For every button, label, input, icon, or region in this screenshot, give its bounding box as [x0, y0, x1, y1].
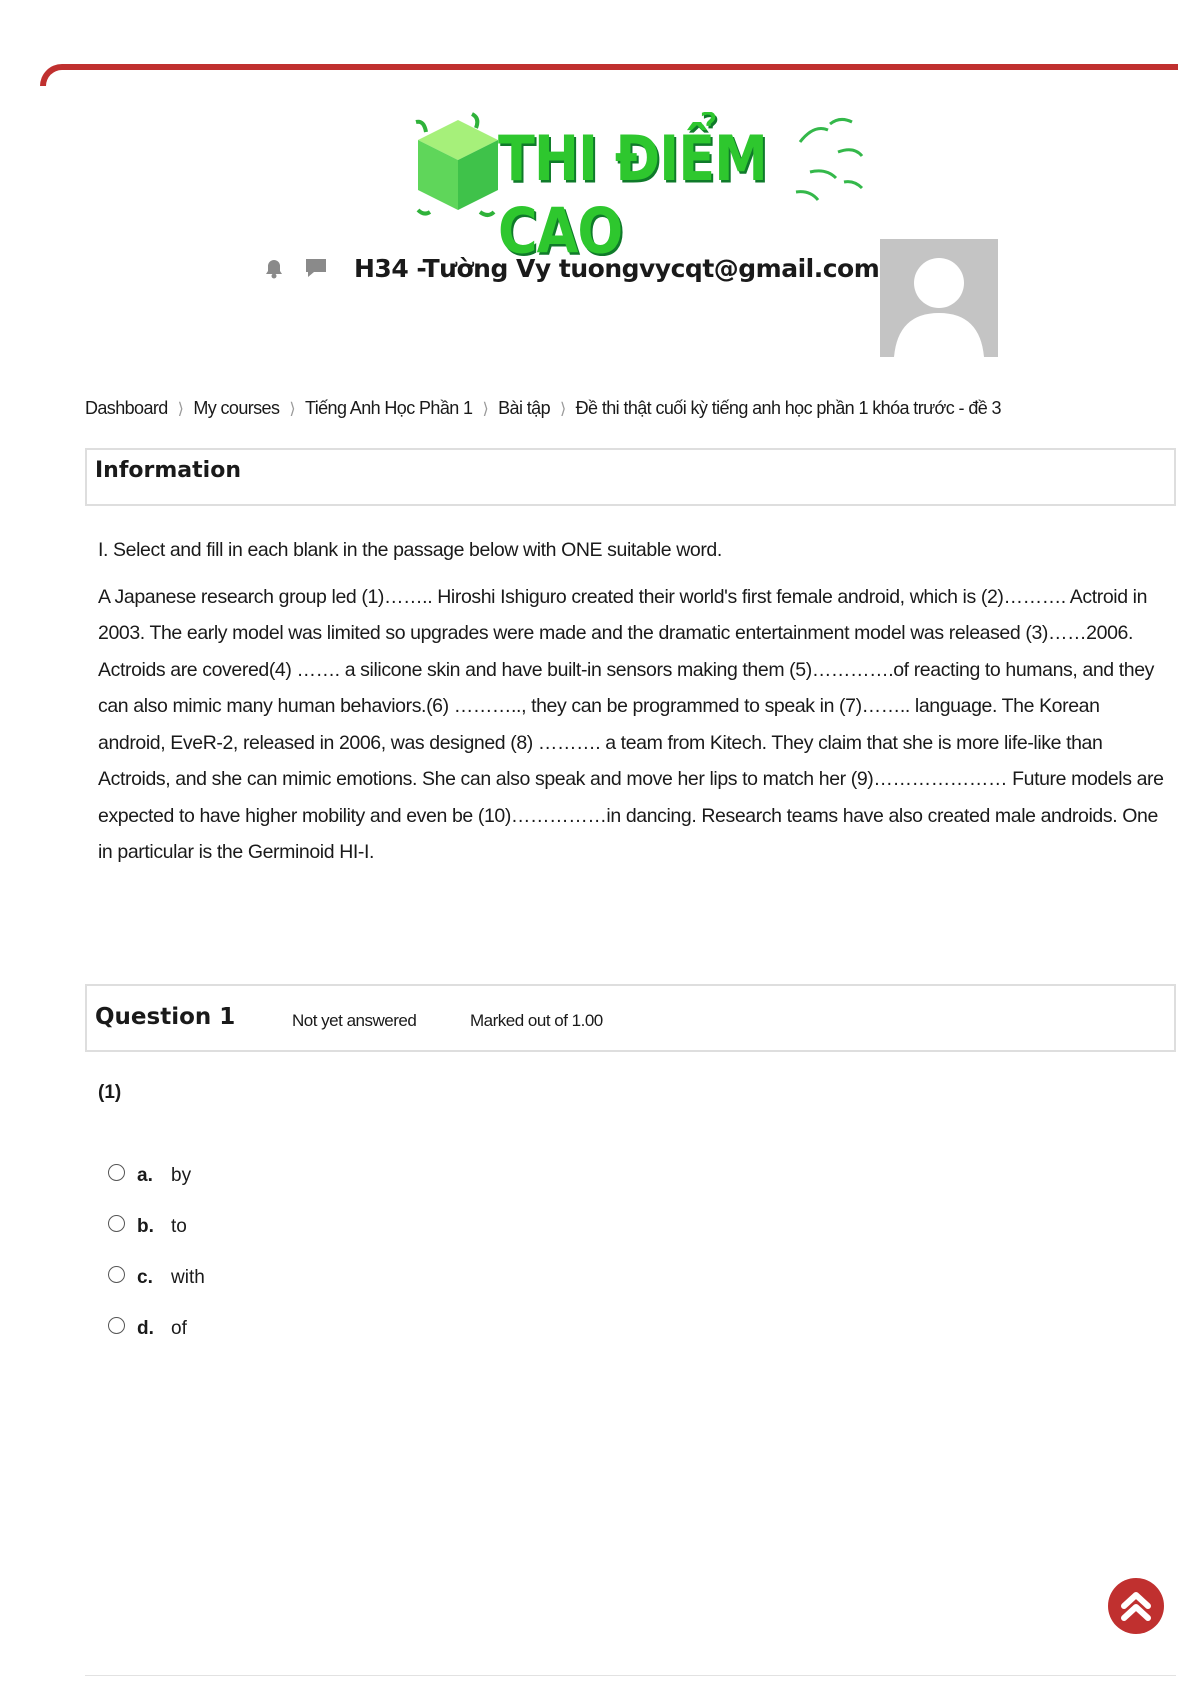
information-title: Information [95, 458, 241, 483]
answer-options [108, 1150, 205, 1354]
logo-text: THI ĐIỂM CAO [498, 122, 767, 268]
option-letter: d. [137, 1317, 154, 1339]
header-accent-rule [40, 64, 1178, 86]
question-title: Question 1 [95, 1004, 236, 1030]
chat-bubble-icon[interactable] [302, 254, 330, 282]
question-prompt: (1) [98, 1082, 122, 1103]
radio-button[interactable] [108, 1164, 125, 1181]
default-user-avatar-icon [880, 239, 998, 357]
breadcrumb [85, 398, 1165, 419]
leaves-decoration-icon [790, 112, 870, 212]
option-text[interactable]: of [171, 1317, 187, 1339]
question-header [85, 984, 1176, 1052]
avatar[interactable] [880, 239, 998, 357]
answer-option[interactable] [108, 1201, 205, 1252]
information-content [98, 532, 1168, 871]
reading-passage: A Japanese research group led (1)…….. Hiroshi Ishiguro created their world's first female android, which is (2)………. Actroid in 2003. The early model was limited so upgrades were made and the dramatic entertainment model was released (3)……2006. Actroids are covered(4) ……. a silicone skin and have built-in sensors making them (5)………….of reacting to humans, and they can also mimic many human behaviors.(6) ……….., they can be programmed to speak in (7)…….. language. The Korean android, EveR-2, released in 2006, was designed (8) ………. a team from Kitech. They claim that she is more life-like than Actroids, and she can mimic emotions. She can also speak and move her lips to match her (9)………………… Future models are expected to have higher mobility and even be (10)……………in dancing. Research teams have also created male androids. One in particular is the Germinoid HI-I. [98, 585, 1164, 863]
breadcrumb-item-course[interactable]: Tiếng Anh Học Phần 1 [305, 398, 473, 418]
answer-option[interactable] [108, 1150, 205, 1201]
chevron-right-icon: ⟩ [289, 401, 296, 418]
answer-option[interactable] [108, 1303, 205, 1354]
chevron-right-icon: ⟩ [559, 401, 566, 418]
question-grade: Marked out of 1.00 [470, 1011, 603, 1030]
question-state: Not yet answered [292, 1011, 417, 1030]
option-text[interactable]: by [171, 1164, 192, 1186]
answer-option[interactable] [108, 1252, 205, 1303]
user-name[interactable]: H34 -Tường Vy tuongvycqt@gmail.com [354, 253, 880, 283]
option-letter: b. [137, 1215, 154, 1237]
user-menu [260, 248, 897, 288]
breadcrumb-item-my-courses[interactable]: My courses [193, 398, 280, 418]
breadcrumb-item-dashboard[interactable]: Dashboard [85, 398, 168, 418]
back-to-top-button[interactable] [1108, 1578, 1164, 1634]
double-chevron-up-icon [1108, 1578, 1164, 1634]
bell-icon[interactable] [260, 254, 288, 282]
radio-button[interactable] [108, 1317, 125, 1334]
information-instruction: I. Select and fill in each blank in the passage below with ONE suitable word. [98, 539, 722, 561]
cube-logo-icon [410, 112, 510, 222]
radio-button[interactable] [108, 1215, 125, 1232]
information-header [85, 448, 1176, 506]
radio-button[interactable] [108, 1266, 125, 1283]
breadcrumb-item-section[interactable]: Bài tập [498, 398, 550, 418]
option-text[interactable]: with [171, 1266, 205, 1288]
option-letter: c. [137, 1266, 153, 1288]
option-letter: a. [137, 1164, 153, 1186]
site-logo[interactable] [410, 112, 870, 268]
footer-divider [85, 1675, 1176, 1676]
chevron-right-icon: ⟩ [482, 401, 489, 418]
chevron-right-icon: ⟩ [177, 401, 184, 418]
option-text[interactable]: to [171, 1215, 187, 1237]
breadcrumb-item-quiz[interactable]: Đề thi thật cuối kỳ tiếng anh học phần 1 khóa trước - đề 3 [575, 398, 1001, 418]
